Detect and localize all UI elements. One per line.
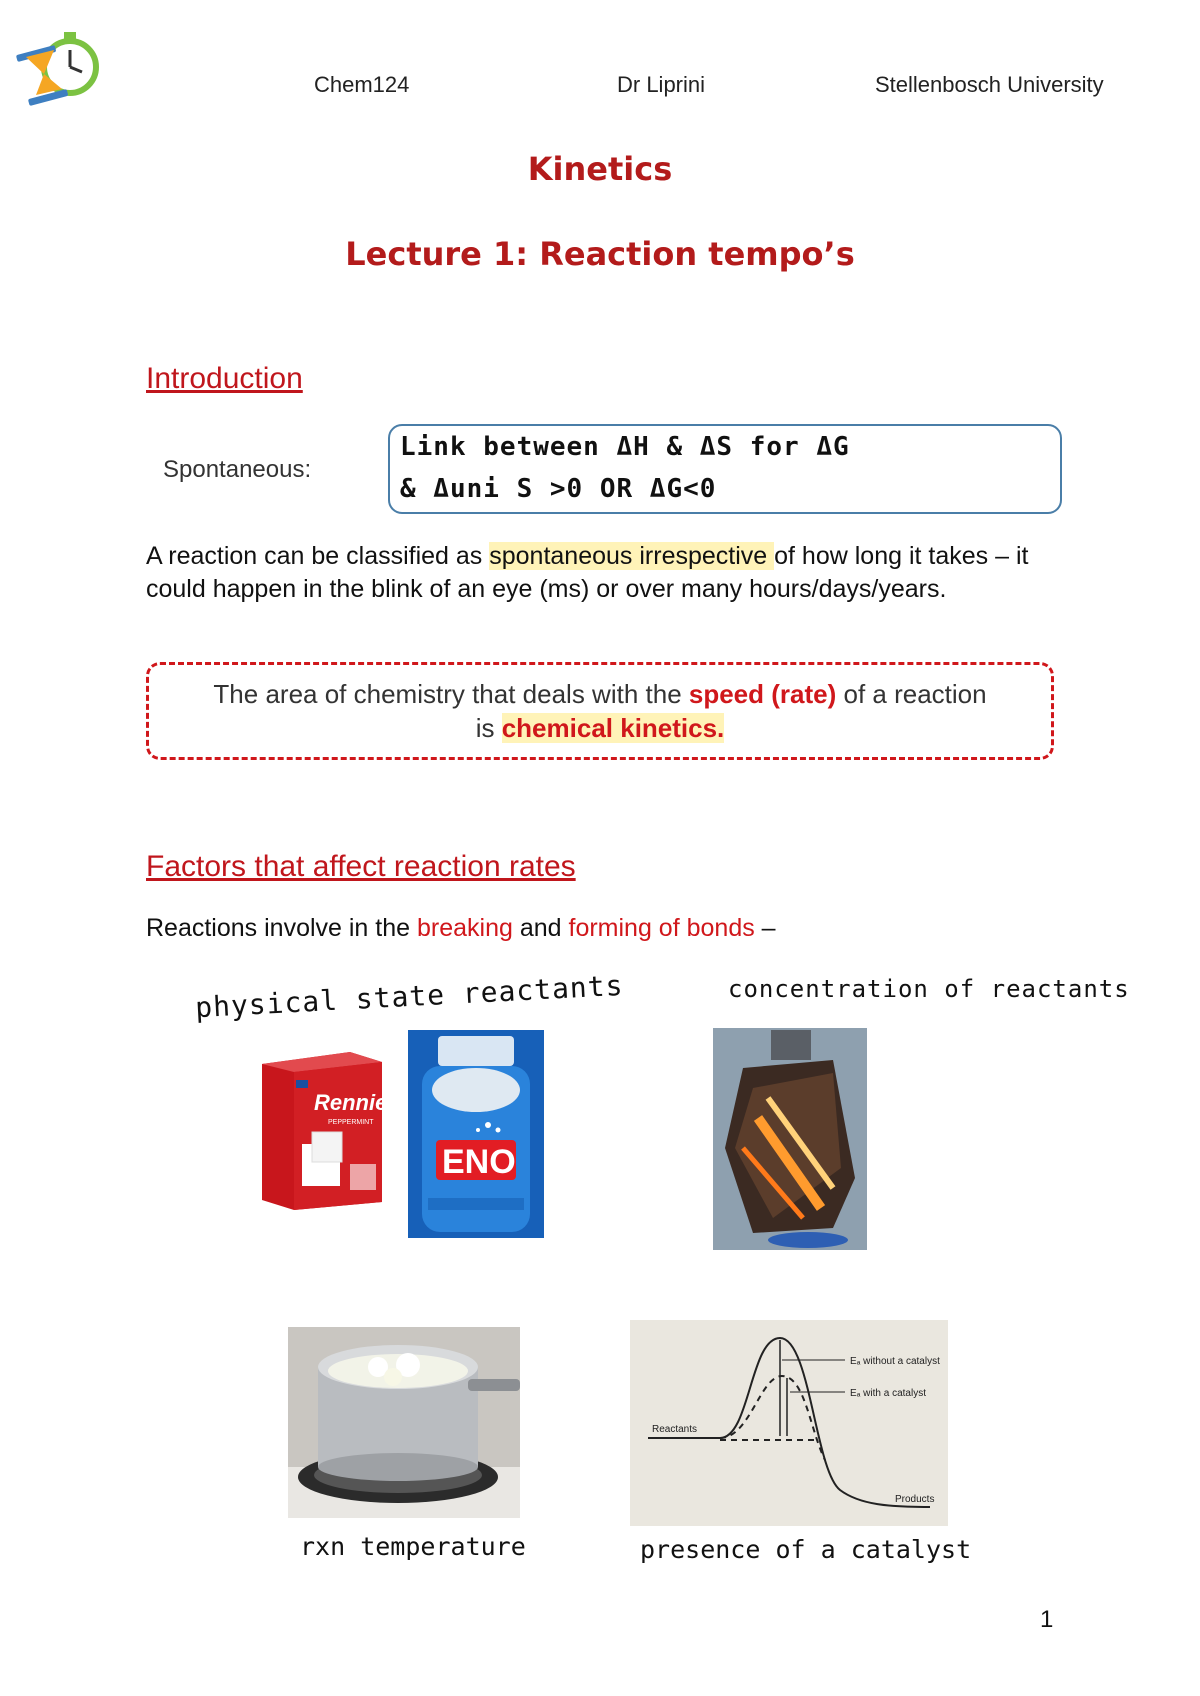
rennie-brand-text: Rennie (314, 1090, 382, 1115)
intro-paragraph (146, 540, 1046, 606)
label-ea-without: Eₐ without a catalyst (850, 1356, 940, 1367)
note-line-2: & Δuni S >0 OR ΔG<0 (400, 474, 717, 504)
header-course: Chem124 (314, 72, 410, 97)
label-ea-with: Eₐ with a catalyst (850, 1388, 926, 1399)
factors-intro-breaking: breaking (416, 914, 513, 942)
factors-intro-part1: Reactions involve in the (146, 914, 417, 942)
eno-brand-text: ENO (442, 1143, 516, 1181)
label-temperature: rxn temperature (300, 1532, 526, 1561)
handwritten-note-box (388, 424, 1062, 514)
page-title: Kinetics (527, 150, 673, 188)
definition-callout-box (146, 662, 1054, 760)
lecture-title: Lecture 1: Reaction tempo’s (345, 235, 855, 273)
introduction-heading: Introduction (146, 362, 303, 395)
factors-intro-part3: – (754, 914, 776, 942)
definition-line-1 (149, 677, 1051, 711)
intro-paragraph-highlight: spontaneous irrespective (489, 542, 775, 570)
factors-intro-part2: and (512, 914, 569, 942)
definition-speed-rate: speed (rate) (688, 679, 837, 709)
header-lecturer: Dr Liprini (617, 72, 706, 97)
steel-wool-combustion-image (713, 1028, 867, 1250)
label-catalyst: presence of a catalyst (640, 1535, 972, 1564)
spontaneous-label: Spontaneous: (163, 456, 312, 483)
logo (14, 22, 104, 112)
intro-paragraph-part2: of how long it takes – it could happen in the blink of an eye (ms) or over many hours/days/years. (146, 542, 1029, 603)
rennie-box-image (262, 1052, 382, 1210)
factors-intro-forming: forming of bonds (568, 914, 755, 942)
label-reactants: Reactants (652, 1424, 698, 1435)
definition-text-2: of a reaction (836, 679, 987, 709)
definition-text-1: The area of chemistry that deals with the (213, 679, 689, 709)
label-concentration: concentration of reactants (728, 975, 1130, 1003)
label-products: Products (895, 1494, 935, 1505)
header-university: Stellenbosch University (875, 72, 1104, 97)
rennie-flavor-text: PEPPERMINT (328, 1119, 374, 1126)
definition-text-3: is (475, 713, 502, 743)
definition-chemical-kinetics: chemical kinetics. (501, 713, 725, 743)
eno-bottle-image (408, 1030, 544, 1238)
page-number: 1 (1040, 1606, 1054, 1633)
definition-line-2 (149, 711, 1051, 745)
note-line-1: Link between ΔH & ΔS for ΔG (400, 432, 850, 462)
boiling-pot-image (288, 1327, 520, 1518)
factors-heading: Factors that affect reaction rates (146, 850, 576, 883)
label-physical-state: physical state reactants (194, 968, 625, 1025)
intro-paragraph-part1: A reaction can be classified as (146, 542, 490, 570)
energy-diagram-image (630, 1320, 948, 1526)
factors-intro (146, 912, 776, 945)
